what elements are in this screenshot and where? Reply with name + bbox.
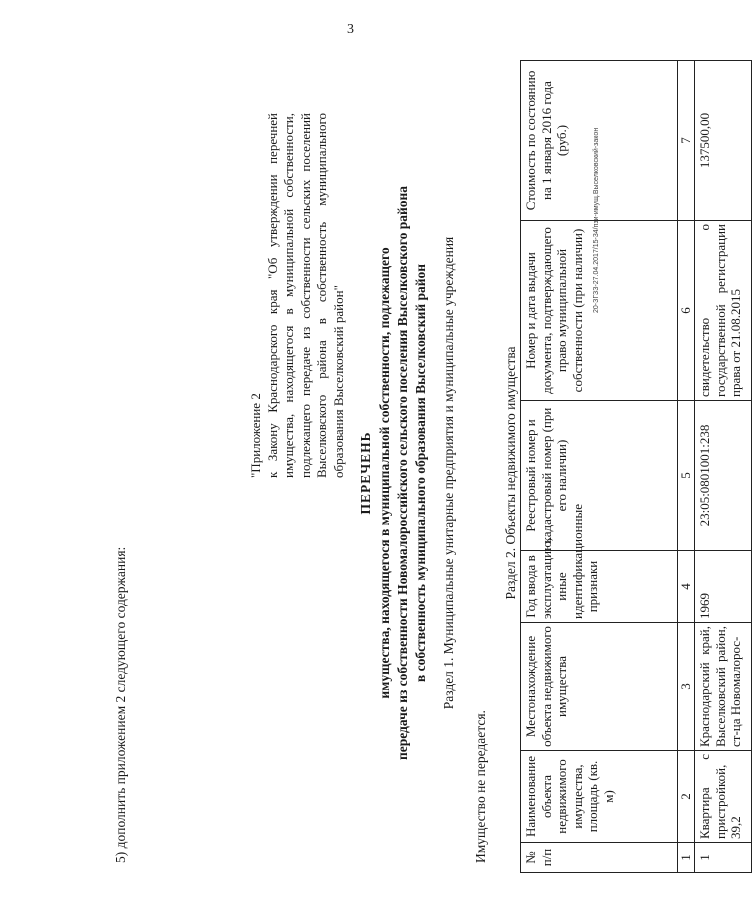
table-column-numbers-row <box>678 61 695 873</box>
document-stamp: 20-ЗГЗЗ-27.04.2017/15-34/пзи-имущ.Выселковский-закон <box>593 127 600 313</box>
column-number-cell: 2 <box>678 751 695 843</box>
table-cell: 1969 <box>695 551 752 623</box>
document-subtitle-line-3: в собственность муниципального образования Выселковский район <box>413 263 428 683</box>
appendix-title: "Приложение 2 <box>248 393 263 478</box>
table-cell: 137500,00 <box>695 61 752 221</box>
header-cell: Номер и дата выдачи документа, подтверждающего право муниципальной собственности (при наличии) <box>521 221 678 401</box>
page-number: 3 <box>347 22 354 37</box>
appendix-block <box>248 113 347 478</box>
section-1-heading: Раздел 1. Муниципальные унитарные предприятия и муниципальные учреждения <box>441 236 456 710</box>
column-number-cell: 3 <box>678 623 695 751</box>
table-cell: 1 <box>695 843 752 873</box>
column-number-cell: 1 <box>678 843 695 873</box>
document-title: ПЕРЕЧЕНЬ <box>358 431 373 515</box>
rotated-page-content <box>40 53 743 873</box>
header-cell: Год ввода в эксплуатацию, иные идентификационные признаки <box>521 551 678 623</box>
table-row <box>695 61 752 873</box>
column-number-cell: 6 <box>678 221 695 401</box>
column-number-cell: 5 <box>678 401 695 551</box>
table-cell: Краснодарский край, Выселковский район, ст-ца Новомалорос- <box>695 623 752 751</box>
section-1-note: Имущество не передается. <box>473 710 488 863</box>
header-cell: Реестровый номер и кадастровый номер (при его наличии) <box>521 401 678 551</box>
header-cell: № п/п <box>521 843 678 873</box>
section-2-heading: Раздел 2. Объекты недвижимого имущества <box>503 346 518 600</box>
appendix-body: к Закону Краснодарского края "Об утверждении перечней имущества, находящегося в муниципальной собственности, подлежащего передаче из собственности сельских поселений Выселковского района в собственность муниципального образования Выселковский район" <box>264 113 346 478</box>
header-cell: Стоимость по состоянию на 1 января 2016 года (руб.) <box>521 61 678 221</box>
column-number-cell: 4 <box>678 551 695 623</box>
header-cell: Местонахождение объекта недвижимого имущества <box>521 623 678 751</box>
header-cell: Наименование объекта недвижимого имущества, площадь (кв. м) <box>521 751 678 843</box>
table-cell: 23:05:0801001:238 <box>695 401 752 551</box>
table-cell: Квартира с пристройкой, 39,2 <box>695 751 752 843</box>
intro-text: 5) дополнить приложением 2 следующего содержания: <box>113 546 128 863</box>
table-cell: свидетельство о государственной регистрации права от 21.08.2015 <box>695 221 752 401</box>
property-table <box>520 60 752 873</box>
column-number-cell: 7 <box>678 61 695 221</box>
document-subtitle-line-2: передаче из собственности Новомалороссийского сельского поселения Выселковского района <box>395 185 410 761</box>
document-subtitle-line-1: имущества, находящегося в муниципальной собственности, подлежащего <box>377 247 392 699</box>
